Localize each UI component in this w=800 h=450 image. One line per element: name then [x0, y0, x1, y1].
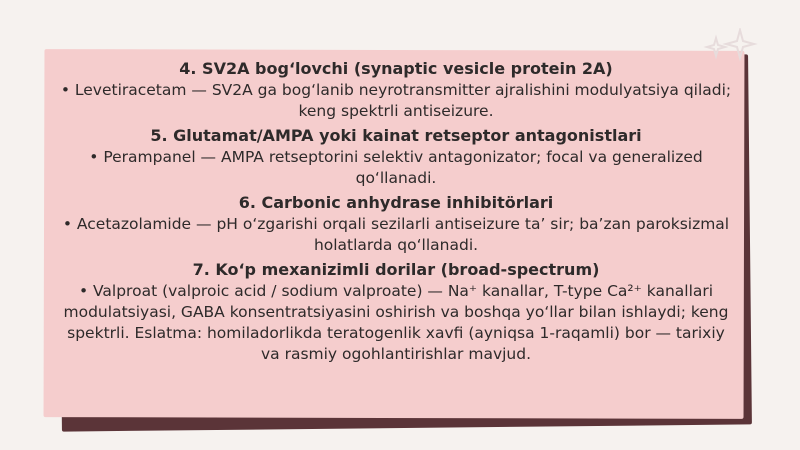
section-4-heading: 4. SV2A bog‘lovchi (synaptic vesicle protein 2A)	[179, 59, 613, 78]
section-5-body: • Perampanel — AMPA retseptorini selektiv antagonizator; focal va generalized qo‘llanadi.	[89, 148, 703, 187]
section-5-heading: 5. Glutamat/AMPA yoki kainat retseptor antagonistlari	[150, 126, 642, 145]
section-6-heading: 6. Carbonic anhydrase inhibitörlari	[238, 193, 554, 212]
section-4-body: • Levetiracetam — SV2A ga bog‘lanib neyrotransmitter ajralishini modulyatsiya qiladi; keng spektrli antiseizure.	[60, 81, 732, 120]
section-7-heading: 7. Ko‘p mexanizimli dorilar (broad-spectrum)	[192, 260, 600, 279]
section-7-body: • Valproat (valproic acid / sodium valproate) — Na⁺ kanallar, T-type Ca²⁺ kanallari modulatsiyasi, GABA konsentratsiyasini oshirish va boshqa yo‘llar bilan ishlaydi; keng spektrli. Eslatma: homiladorlikda teratogenlik xavfi (ayniqsa 1-raqamli) bor — tarixiy va rasmiy ogohlantirishlar mavjud.	[63, 282, 729, 363]
content	[56, 58, 736, 368]
section-6-body: • Acetazolamide — pH o‘zgarishi orqali sezilarli antiseizure ta’ sir; ba’zan paroksizmal holatlarda qo‘llanadi.	[62, 215, 730, 254]
